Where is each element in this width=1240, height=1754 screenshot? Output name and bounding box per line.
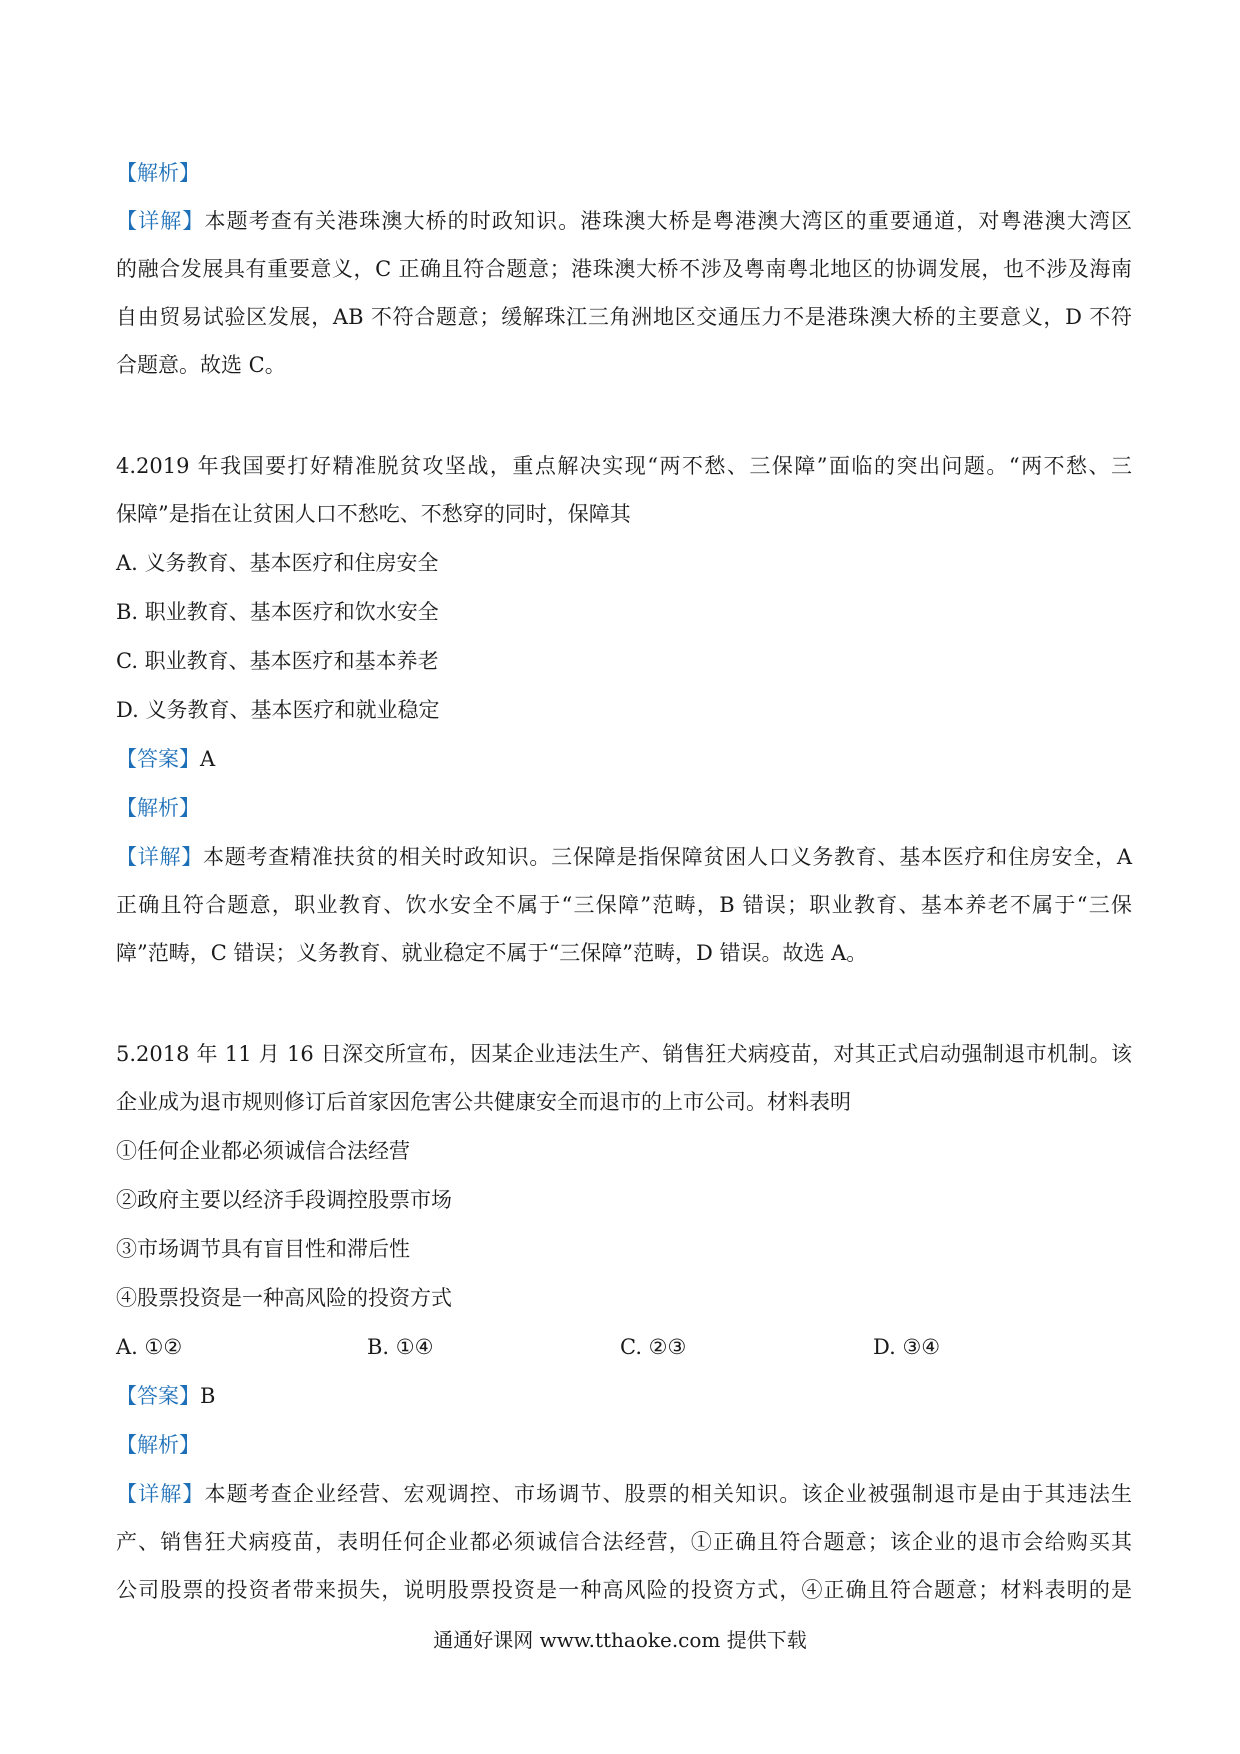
q5-detail-label: 【详解】 (116, 1482, 205, 1506)
q5-answer-value: B (200, 1384, 216, 1408)
q4-question-line-1: 4.2019 年我国要打好精准脱贫攻坚战，重点解决实现“两不愁、三保障”面临的突出问题。“两不愁、三 (116, 454, 1132, 478)
q5-options-row (116, 1332, 1132, 1362)
q5-answer-line (116, 1381, 215, 1411)
q5-statement-3: ③市场调节具有盲目性和滞后性 (116, 1237, 410, 1261)
q5-detail-line-1 (116, 1479, 1132, 1509)
q4-detail-line-3: 障”范畴，C 错误；义务教育、就业稳定不属于“三保障”范畴，D 错误。故选 A。 (116, 941, 868, 965)
q4-option-c: C. 职业教育、基本医疗和基本养老 (116, 649, 439, 673)
q3-detail-line-1 (116, 206, 1132, 236)
q3-detail-text-1: 本题考查有关港珠澳大桥的时政知识。港珠澳大桥是粤港澳大湾区的重要通道，对粤港澳大湾区 (204, 209, 1133, 233)
q5-question-line-1: 5.2018 年 11 月 16 日深交所宣布，因某企业违法生产、销售狂犬病疫苗，对其正式启动强制退市机制。该 (116, 1042, 1132, 1066)
q3-analysis-label: 【解析】 (116, 161, 200, 185)
q3-detail-line-2: 的融合发展具有重要意义，C 正确且符合题意；港珠澳大桥不涉及粤南粤北地区的协调发展，也不涉及海南 (116, 257, 1132, 281)
q3-detail-line-4: 合题意。故选 C。 (116, 353, 286, 377)
q5-analysis-label: 【解析】 (116, 1433, 200, 1457)
q5-question-line-2: 企业成为退市规则修订后首家因危害公共健康安全而退市的上市公司。材料表明 (116, 1090, 851, 1114)
q4-option-a: A. 义务教育、基本医疗和住房安全 (116, 551, 439, 575)
q4-question-line-2: 保障”是指在让贫困人口不愁吃、不愁穿的同时，保障其 (116, 502, 631, 526)
q3-detail-label: 【详解】 (116, 209, 205, 233)
q4-detail-line-2: 正确且符合题意，职业教育、饮水安全不属于“三保障”范畴，B 错误；职业教育、基本养老不属于“三保 (116, 893, 1132, 917)
q4-analysis-label: 【解析】 (116, 796, 200, 820)
q5-option-c: C. ②③ (620, 1335, 687, 1359)
q4-answer-label: 【答案】 (116, 747, 200, 771)
q4-answer-value: A (200, 747, 216, 771)
q5-detail-text-1: 本题考查企业经营、宏观调控、市场调节、股票的相关知识。该企业被强制退市是由于其违法生 (204, 1482, 1133, 1506)
q4-option-b: B. 职业教育、基本医疗和饮水安全 (116, 600, 439, 624)
q5-option-d: D. ③④ (873, 1335, 941, 1359)
q3-detail-line-3: 自由贸易试验区发展，AB 不符合题意；缓解珠江三角洲地区交通压力不是港珠澳大桥的主要意义，D 不符 (116, 305, 1132, 329)
q4-detail-label: 【详解】 (116, 845, 204, 869)
q5-statement-4: ④股票投资是一种高风险的投资方式 (116, 1286, 452, 1310)
q5-answer-label: 【答案】 (116, 1384, 200, 1408)
q4-detail-text-1: 本题考查精准扶贫的相关时政知识。三保障是指保障贫困人口义务教育、基本医疗和住房安全，A (203, 845, 1132, 869)
q5-statement-1: ①任何企业都必须诚信合法经营 (116, 1139, 410, 1163)
q5-option-b: B. ①④ (367, 1335, 434, 1359)
q5-statement-2: ②政府主要以经济手段调控股票市场 (116, 1188, 452, 1212)
q4-detail-line-1 (116, 842, 1132, 872)
q5-detail-line-2: 产、销售狂犬病疫苗，表明任何企业都必须诚信合法经营，①正确且符合题意；该企业的退市会给购买其 (116, 1530, 1132, 1554)
q5-option-a: A. ①② (116, 1335, 183, 1359)
q4-answer-line (116, 744, 215, 774)
q5-detail-line-3: 公司股票的投资者带来损失，说明股票投资是一种高风险的投资方式，④正确且符合题意；材料表明的是 (116, 1578, 1132, 1602)
page-footer: 通通好课网 www.tthaoke.com 提供下载 (433, 1628, 807, 1652)
q4-option-d: D. 义务教育、基本医疗和就业稳定 (116, 698, 440, 722)
